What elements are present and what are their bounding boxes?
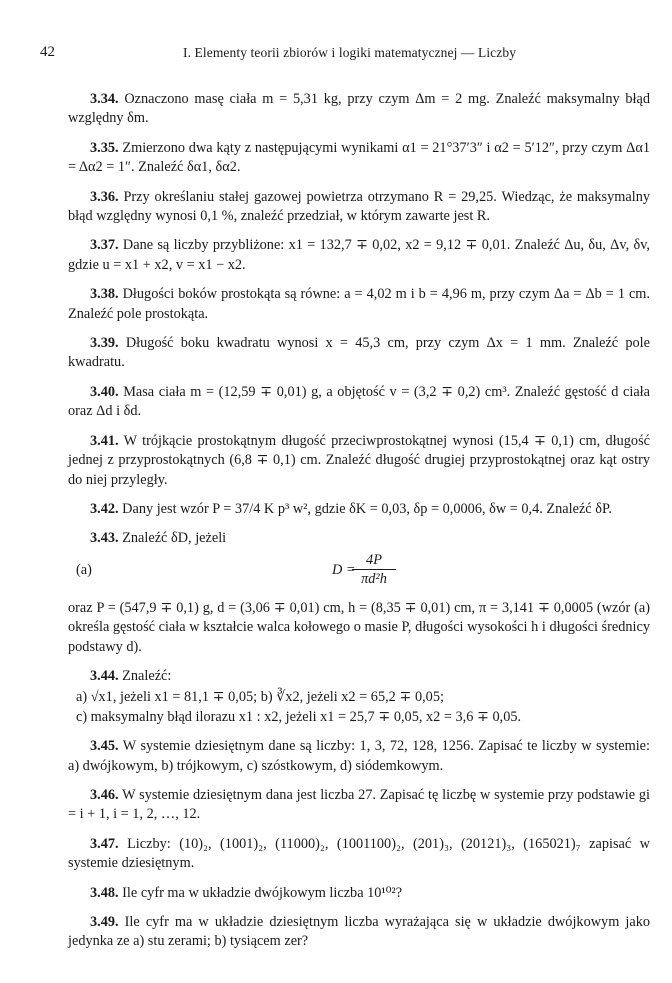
problem-number: 3.38. [90, 286, 119, 303]
formula-tag: (a) [76, 561, 92, 578]
problem-text: W systemie dziesiętnym dane są liczby: 1, 3, 72, 128, 1256. Zapisać te liczby w systemie: a) dwójkowym, b) trójkowym, c) szóstkowym, d) siódemkowym. [68, 738, 650, 774]
problem-text: Znaleźć δD, jeżeli [122, 530, 227, 547]
problem-3-44-parts [68, 688, 650, 727]
problem-number: 3.49. [90, 914, 119, 930]
problem-3-35 [68, 139, 650, 178]
problem-3-40 [68, 383, 650, 422]
problem-3-48 [68, 884, 650, 903]
problem-number: 3.40. [90, 383, 119, 400]
problem-3-37 [68, 236, 650, 275]
problem-3-46 [68, 786, 650, 825]
problem-number: 3.46. [90, 786, 119, 803]
problem-text: Ile cyfr ma w układzie dziesiętnym liczba wyrażająca się w układzie dwójkowym jako jedynka ze a) stu zerami; b) tysiącem zer? [68, 914, 650, 950]
part-ab: a) √x1, jeżeli x1 = 81,1 ∓ 0,05; b) ∛x2, jeżeli x2 = 65,2 ∓ 0,05; [76, 689, 444, 706]
problem-list [68, 90, 650, 962]
page-number: 42 [40, 44, 55, 60]
problem-text: Znaleźć: [122, 667, 172, 684]
problem-number: 3.45. [90, 738, 119, 755]
problem-text: Dany jest wzór P = 37/4 K p³ w², gdzie δK = 0,03, δp = 0,0006, δw = 0,4. Znaleźć δP. [122, 500, 612, 517]
problem-number: 3.39. [90, 335, 119, 352]
problem-text: Oznaczono masę ciała m = 5,31 kg, przy czym Δm = 2 mg. Znaleźć maksymalny błąd względny δm. [68, 91, 651, 127]
problem-text: Zmierzono dwa kąty z następującymi wynikami α1 = 21°37′3″ i α2 = 5′12″, przy czym Δα1 = Δα2 = 1″. Znaleźć δα1, δα2. [68, 139, 650, 176]
problem-3-43-continuation: oraz P = (547,9 ∓ 0,1) g, d = (3,06 ∓ 0,01) cm, h = (8,35 ∓ 0,01) cm, π = 3,141 ∓ 0,0005 (wzór (a) określa gęstość ciała w kształcie walca kołowego o masie P, długości wysokości h i długości średnicy podstawy d). [68, 599, 650, 655]
problem-3-38 [68, 285, 650, 324]
problem-number: 3.48. [90, 884, 119, 901]
problem-text: Liczby: (10)₂, (1001)₂, (11000)₂, (1001100)₂, (201)₃, (20121)₃, (165021)₇ zapisać w systemie dziesiętnym. [68, 835, 650, 872]
problem-3-44 [68, 667, 650, 686]
problem-3-45 [68, 737, 650, 776]
problem-number: 3.36. [90, 188, 119, 205]
problem-number: 3.43. [90, 530, 119, 547]
fraction-numerator: 4P [352, 551, 396, 570]
problem-text: Dane są liczby przybliżone: x1 = 132,7 ∓ 0,02, x2 = 9,12 ∓ 0,01. Znaleźć Δu, δu, Δv, δv, gdzie u = x1 + x2, v = x1 − x2. [68, 237, 651, 273]
problem-number: 3.35. [90, 139, 119, 156]
formula-a [68, 551, 650, 591]
problem-3-36 [68, 188, 650, 227]
problem-text: W systemie dziesiętnym dana jest liczba 27. Zapisać tę liczbę w systemie przy podstawie gi = i + 1, i = 1, 2, …, 12. [68, 786, 650, 823]
problem-3-39 [68, 334, 650, 373]
problem-text: Masa ciała m = (12,59 ∓ 0,01) g, a objętość v = (3,2 ∓ 0,2) cm³. Znaleźć gęstość d ciała oraz Δd i δd. [68, 383, 651, 420]
problem-number: 3.44. [90, 667, 119, 684]
problem-text: W trójkącie prostokątnym długość przeciwprostokątnej wynosi (15,4 ∓ 0,1) cm, długość jednej z przyprostokątnych (6,8 ∓ 0,1) cm. Znaleźć długość drugiej przyprostokątnej oraz kąt ostry do niej przyległy. [68, 432, 650, 488]
problem-number: 3.42. [90, 500, 119, 517]
problem-3-47 [68, 835, 650, 874]
problem-text: Ile cyfr ma w układzie dwójkowym liczba 10¹⁰²? [122, 884, 403, 901]
formula-lhs: D = [332, 561, 356, 578]
problem-number: 3.47. [90, 835, 119, 852]
running-head: I. Elementy teorii zbiorów i logiki matematycznej — Liczby [183, 45, 517, 60]
problem-text: Długości boków prostokąta są równe: a = 4,02 m i b = 4,96 m, przy czym Δa = Δb = 1 cm. Znaleźć pole prostokąta. [68, 286, 651, 322]
problem-number: 3.41. [90, 432, 119, 449]
problem-text: Przy określaniu stałej gazowej powietrza otrzymano R = 29,25. Wiedząc, że maksymalny błąd względny wynosi 0,1 %, znaleźć przedział, w którym zawarte jest R. [68, 188, 650, 225]
part-c: c) maksymalny błąd ilorazu x1 : x2, jeżeli x1 = 25,7 ∓ 0,05, x2 = 3,6 ∓ 0,05. [76, 708, 522, 725]
page-header [0, 44, 672, 66]
problem-3-49 [68, 913, 650, 952]
problem-3-34 [68, 90, 650, 129]
problem-3-41 [68, 432, 650, 490]
problem-3-43 [68, 529, 650, 548]
formula-fraction [352, 551, 396, 588]
problem-3-42 [68, 500, 650, 519]
problem-number: 3.34. [90, 91, 119, 107]
problem-number: 3.37. [90, 237, 119, 254]
fraction-denominator: πd²h [361, 570, 387, 587]
problem-text: Długość boku kwadratu wynosi x = 45,3 cm, przy czym Δx = 1 mm. Znaleźć pole kwadratu. [68, 335, 651, 371]
